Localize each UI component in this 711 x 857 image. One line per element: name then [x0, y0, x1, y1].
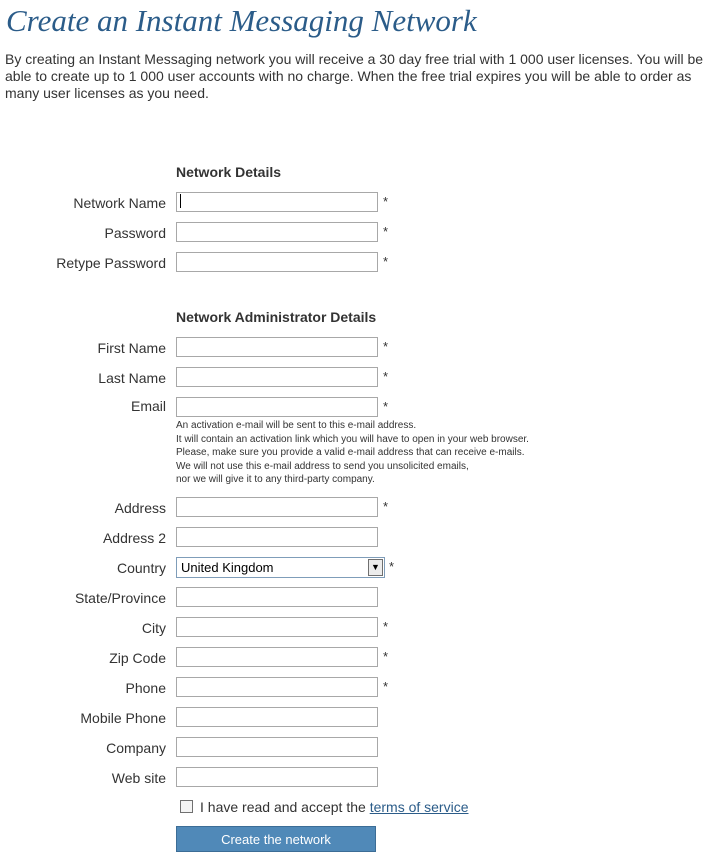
email-note-line: nor we will give it to any third-party company. — [176, 474, 375, 486]
website-input[interactable] — [176, 767, 378, 787]
admin-details-heading: Network Administrator Details — [176, 309, 377, 325]
city-input[interactable] — [176, 617, 378, 637]
required-mark: * — [383, 399, 389, 414]
first-name-label: First Name — [97, 340, 166, 356]
address-input[interactable] — [176, 497, 378, 517]
required-mark: * — [389, 559, 395, 574]
company-input[interactable] — [176, 737, 378, 757]
retype-password-input[interactable] — [176, 252, 378, 272]
password-label: Password — [104, 225, 166, 241]
state-label: State/Province — [74, 590, 166, 606]
last-name-input[interactable] — [176, 367, 378, 387]
first-name-input[interactable] — [176, 337, 378, 357]
network-name-input[interactable] — [176, 192, 378, 212]
required-mark: * — [383, 194, 389, 209]
company-label: Company — [106, 740, 166, 756]
zip-code-input[interactable] — [176, 647, 378, 667]
city-label: City — [141, 620, 166, 636]
required-mark: * — [383, 679, 389, 694]
country-selected-value: United Kingdom — [181, 560, 274, 575]
create-network-button[interactable]: Create the network — [176, 826, 376, 852]
email-note-line: It will contain an activation link which you will have to open in your web browser. — [176, 433, 529, 445]
required-mark: * — [383, 649, 389, 664]
mobile-phone-label: Mobile Phone — [80, 710, 166, 726]
zip-code-label: Zip Code — [109, 650, 166, 666]
terms-label — [200, 799, 469, 815]
address2-input[interactable] — [176, 527, 378, 547]
phone-input[interactable] — [176, 677, 378, 697]
required-mark: * — [383, 254, 389, 269]
mobile-phone-input[interactable] — [176, 707, 378, 727]
email-label: Email — [130, 398, 166, 414]
required-mark: * — [383, 499, 389, 514]
phone-label: Phone — [125, 680, 166, 696]
password-input[interactable] — [176, 222, 378, 242]
email-note-line: Please, make sure you provide a valid e-mail address that can receive e-mails. — [176, 447, 525, 459]
address2-label: Address 2 — [102, 530, 166, 546]
country-select[interactable] — [176, 557, 385, 578]
state-input[interactable] — [176, 587, 378, 607]
email-note-line: We will not use this e-mail address to send you unsolicited emails, — [176, 460, 469, 472]
intro-text: By creating an Instant Messaging network you will receive a 30 day free trial with 1 000 user licenses. You will be able to create up to 1 000 user accounts with no charge. When the free trial expires you will be able to order as many user licenses as you need. — [5, 51, 704, 101]
email-input[interactable] — [176, 397, 378, 417]
country-label: Country — [116, 560, 166, 576]
required-mark: * — [383, 369, 389, 384]
network-details-heading: Network Details — [176, 164, 282, 180]
page-title: Create an Instant Messaging Network — [6, 3, 477, 38]
required-mark: * — [383, 619, 389, 634]
terms-of-service-link[interactable]: terms of service — [369, 799, 469, 815]
website-label: Web site — [111, 770, 166, 786]
dropdown-arrow-icon[interactable]: ▼ — [368, 559, 383, 576]
required-mark: * — [383, 339, 389, 354]
address-label: Address — [114, 500, 166, 516]
terms-checkbox[interactable] — [180, 800, 193, 813]
terms-text: I have read and accept the — [200, 799, 370, 815]
required-mark: * — [383, 224, 389, 239]
network-name-label: Network Name — [73, 195, 166, 211]
text-caret — [180, 194, 181, 208]
retype-password-label: Retype Password — [56, 255, 166, 271]
email-note — [176, 419, 529, 487]
last-name-label: Last Name — [98, 370, 166, 386]
email-note-line: An activation e-mail will be sent to this e-mail address. — [176, 420, 417, 431]
